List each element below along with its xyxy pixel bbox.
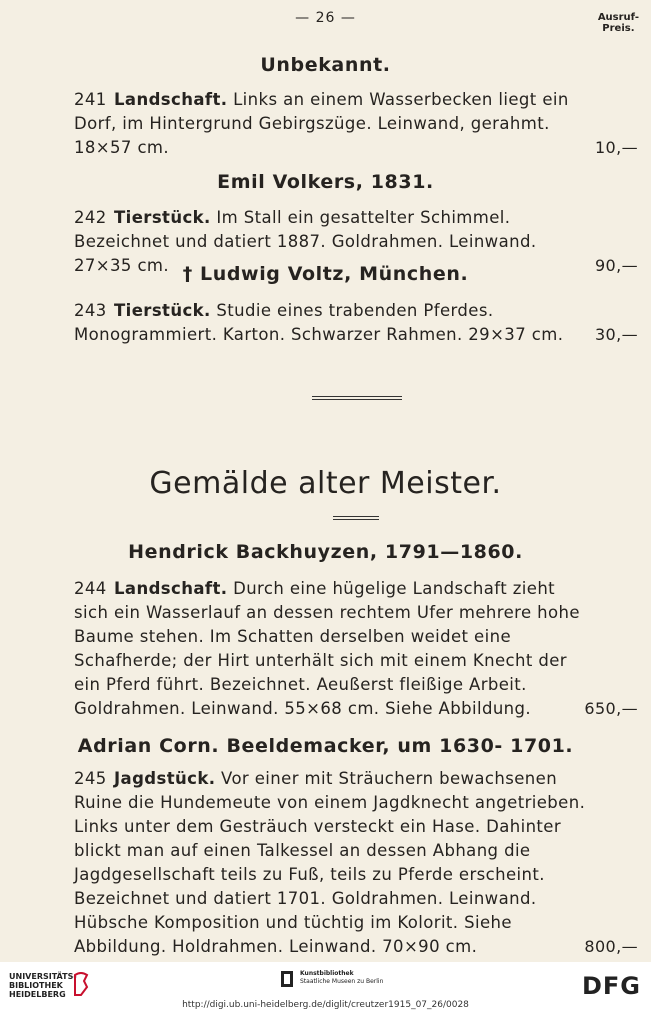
entry-number: 242 (74, 208, 107, 227)
artist-heading-backhuyzen: Hendrick Backhuyzen, 1791—1860. (128, 541, 523, 563)
column-header-line-2: Preis. (602, 23, 635, 34)
kunstbibliothek-line-1: Kunstbibliothek (300, 970, 354, 977)
entry-description: Durch eine hügelige Landschaft zieht sich ein Wasserlauf an dessen rechtem Ufer mehrere hohe Baume stehen. Im Schatten derselben weidet eine Schafherde; der Hirt unterhält sich mit einem Knecht der ein Pferd führt. Bezeichnet. Aeußerst fleißige Arbeit. Goldrahmen. Leinwand. 55×68 cm. Siehe Abbildung. (74, 579, 580, 718)
section-title: Gemälde alter Meister. (149, 466, 502, 501)
entry-price: 650,— (584, 699, 638, 718)
entry-description: Im Stall ein gesattelter Schimmel. Bezeichnet und datiert 1887. Goldrahmen. Leinwand. 27×35 cm. (74, 208, 537, 275)
entry-price: 30,— (594, 325, 638, 344)
entry-title: Landschaft. (114, 579, 228, 598)
entry-title: Landschaft. (114, 90, 228, 109)
kunstbibliothek-text (300, 970, 440, 986)
section-title-underline (333, 516, 379, 520)
dfg-logo[interactable]: DFG (581, 972, 641, 1000)
permalink-url[interactable]: http://digi.ub.uni-heidelberg.de/diglit/creutzer1915_07_26/0028 (182, 1000, 469, 1010)
entry-price: 800,— (584, 937, 638, 956)
library-line-3: HEIDELBERG (9, 990, 66, 999)
entry-description: Vor einer mit Sträuchern bewachsenen Ruine die Hundemeute von einem Jagdknecht angetrieben. Links unter dem Gesträuch versteckt ein Hase. Dahinter blickt man auf einen Talkessel an dessen Abhang die Jagdgesellschaft teils zu Fuß, teils zu Pferde erscheint. Bezeichnet und datiert 1701. Goldrahmen. Leinwand. Hübsche Komposition und tüchtig im Kolorit. Siehe Abbildung. Holdrahmen. Leinwand. 70×90 cm. (74, 769, 586, 956)
artist-heading-beeldemacker: Adrian Corn. Beeldemacker, um 1630- 1701. (77, 735, 574, 757)
catalog-entry-245 (74, 767, 638, 959)
artist-heading-unbekannt: Unbekannt. (260, 54, 391, 76)
library-line-1: UNIVERSITÄTS- (9, 972, 77, 981)
entry-description: Studie eines trabenden Pferdes. Monogrammiert. Karton. Schwarzer Rahmen. 29×37 cm. (74, 301, 564, 344)
section-divider (312, 396, 402, 400)
entry-number: 245 (74, 769, 107, 788)
entry-number: 241 (74, 90, 107, 109)
catalog-entry-241 (74, 88, 638, 160)
column-header (598, 12, 639, 34)
entry-title: Tierstück. (114, 208, 211, 227)
heidelberg-lion-icon (72, 971, 90, 997)
heidelberg-library-logo[interactable] (9, 972, 77, 999)
artist-heading-voltz: † Ludwig Voltz, München. (182, 263, 469, 285)
entry-title: Jagdstück. (114, 769, 216, 788)
entry-number: 243 (74, 301, 107, 320)
entry-title: Tierstück. (114, 301, 211, 320)
kunstbibliothek-line-2: Staatliche Museen zu Berlin (300, 978, 384, 985)
catalog-entry-243 (74, 299, 638, 347)
viewer-footer (0, 962, 651, 1010)
entry-price: 90,— (594, 256, 638, 275)
kunstbibliothek-icon (280, 970, 294, 988)
entry-number: 244 (74, 579, 107, 598)
catalog-entry-244 (74, 577, 638, 721)
page-number: — 26 — (295, 10, 356, 26)
column-header-line-1: Ausruf- (597, 12, 639, 23)
entry-description: Links an einem Wasserbecken liegt ein Dorf, im Hintergrund Gebirgszüge. Leinwand, gerahmt. 18×57 cm. (74, 90, 569, 157)
library-line-2: BIBLIOTHEK (9, 981, 63, 990)
entry-price: 10,— (594, 138, 638, 157)
artist-heading-volkers: Emil Volkers, 1831. (217, 171, 434, 193)
